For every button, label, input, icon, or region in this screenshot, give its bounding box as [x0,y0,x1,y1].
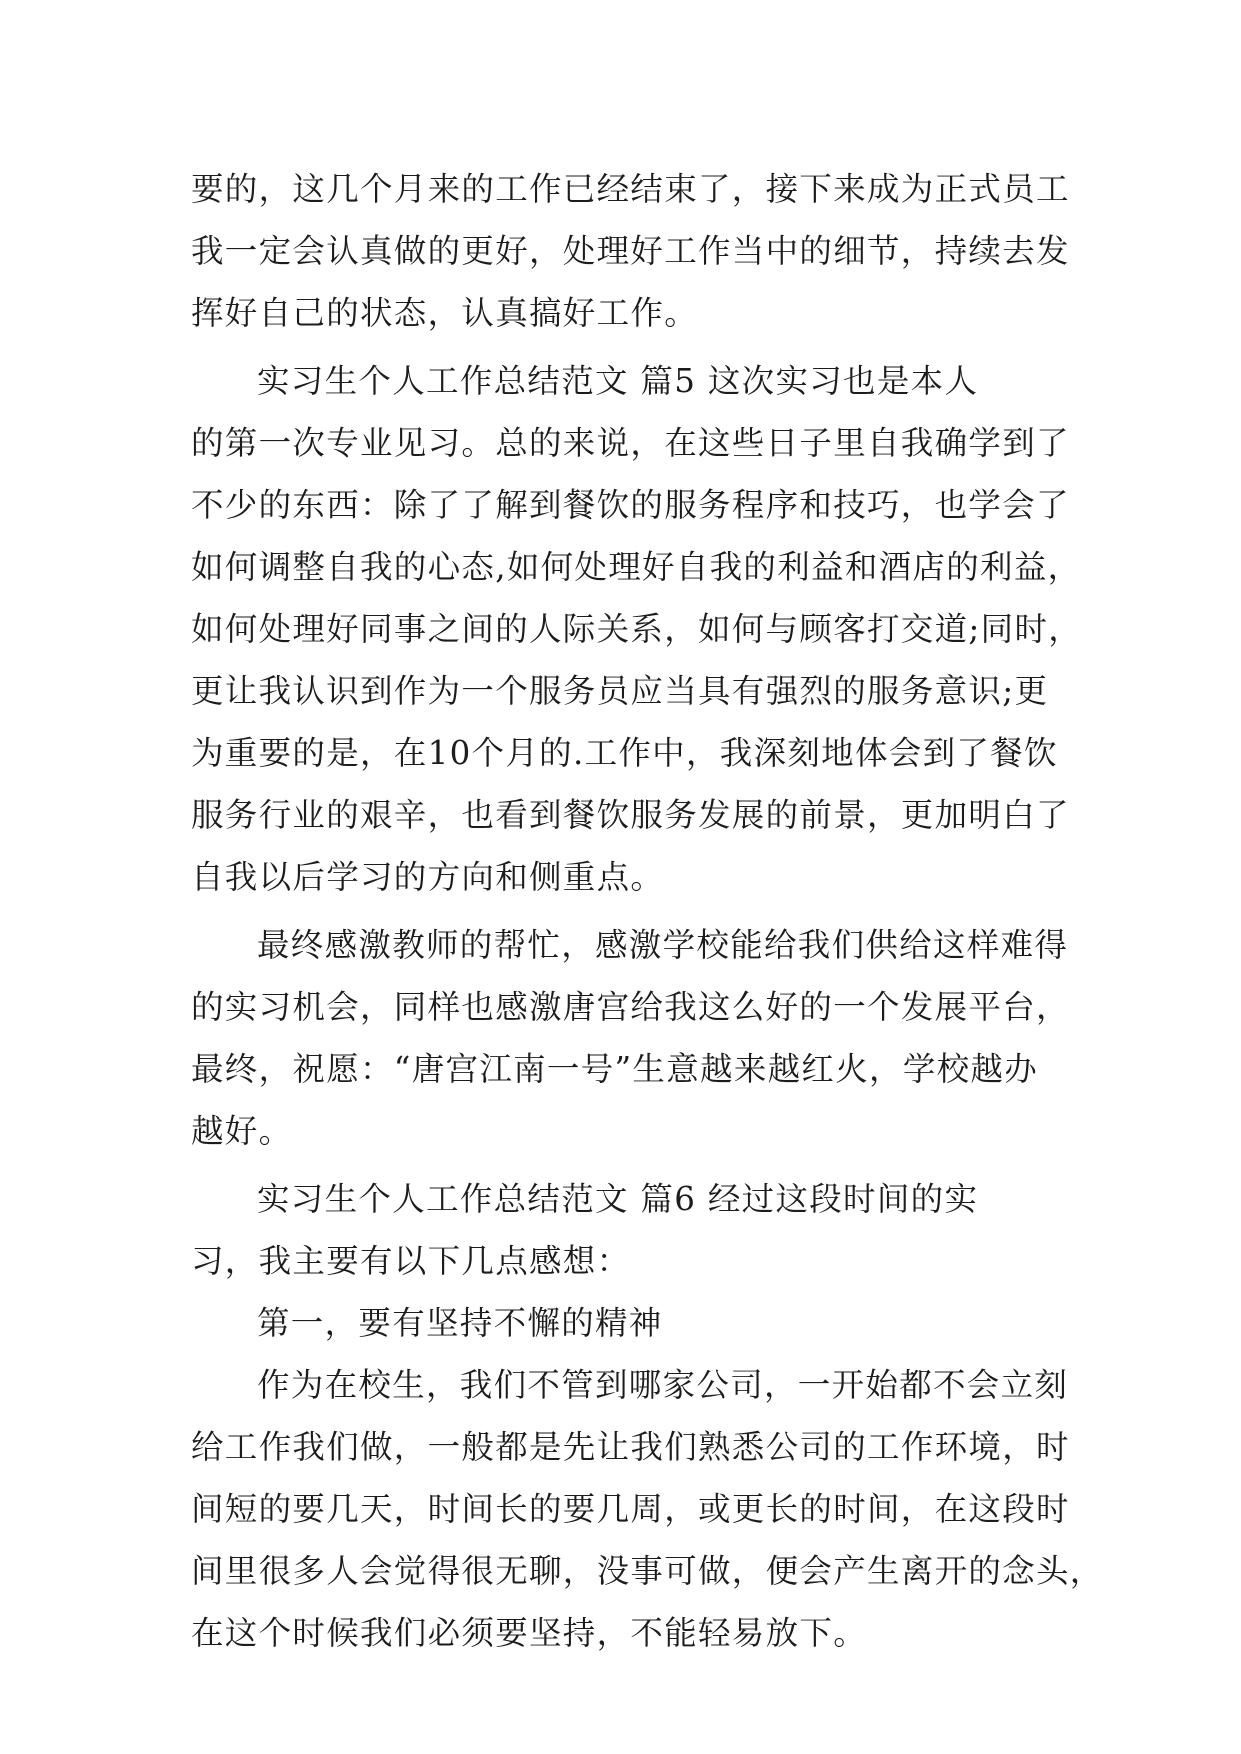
text-line: 挥好自己的状态，认真搞好工作。 [191,294,699,332]
text-line: 作为在校生，我们不管到哪家公司，一开始都不会立刻 [257,1366,1069,1404]
text-line: 服务行业的艰辛，也看到餐饮服务发展的前景，更加明白了 [191,796,1070,834]
text-line: 实习生个人工作总结范文 篇5 这次实习也是本人 [257,362,979,400]
text-line: 自我以后学习的方向和侧重点。 [191,858,665,896]
paragraph-2 [191,350,1083,908]
text-line: 的第一次专业见习。总的来说，在这些日子里自我确学到了 [191,424,1070,462]
paragraph-4 [191,1168,1051,1292]
text-line: 在这个时候我们必须要坚持，不能轻易放下。 [191,1614,868,1652]
paragraph-5 [191,1292,1051,1354]
text-line: 如何调整自我的心态,如何处理好自我的利益和酒店的利益， [191,548,1082,586]
paragraph-3 [191,914,1070,1162]
text-line: 给工作我们做，一般都是先让我们熟悉公司的工作环境，时 [191,1428,1070,1466]
text-line: 如何处理好同事之间的人际关系，如何与顾客打交道;同时， [191,610,1083,648]
text-line: 间里很多人会觉得很无聊，没事可做，便会产生离开的念头， [191,1552,1104,1590]
text-line: 实习生个人工作总结范文 篇6 经过这段时间的实 [257,1180,979,1218]
paragraph-1 [191,158,1070,344]
text-line: 最终，祝愿：“唐宫江南一号”生意越来越红火，学校越办 [191,1050,1039,1088]
paragraph-6 [191,1354,1104,1664]
text-line: 间短的要几天，时间长的要几周，或更长的时间，在这段时 [191,1490,1070,1528]
text-line: 更让我认识到作为一个服务员应当具有强烈的服务意识;更 [191,672,1049,710]
document-body [191,158,1104,1664]
text-line: 习，我主要有以下几点感想： [191,1242,631,1280]
text-line: 不少的东西：除了了解到餐饮的服务程序和技巧，也学会了 [191,486,1070,524]
text-line: 越好。 [191,1112,293,1150]
section-heading: 第一，要有坚持不懈的精神 [257,1304,663,1342]
text-line: 为重要的是，在10个月的.工作中，我深刻地体会到了餐饮 [191,734,1058,772]
text-line: 我一定会认真做的更好，处理好工作当中的细节，持续去发 [191,232,1070,270]
text-line: 要的，这几个月来的工作已经结束了，接下来成为正式员工 [191,170,1070,208]
text-line: 的实习机会，同样也感激唐宫给我这么好的一个发展平台， [191,988,1070,1026]
text-line: 最终感激教师的帮忙，感激学校能给我们供给这样难得 [257,926,1069,964]
